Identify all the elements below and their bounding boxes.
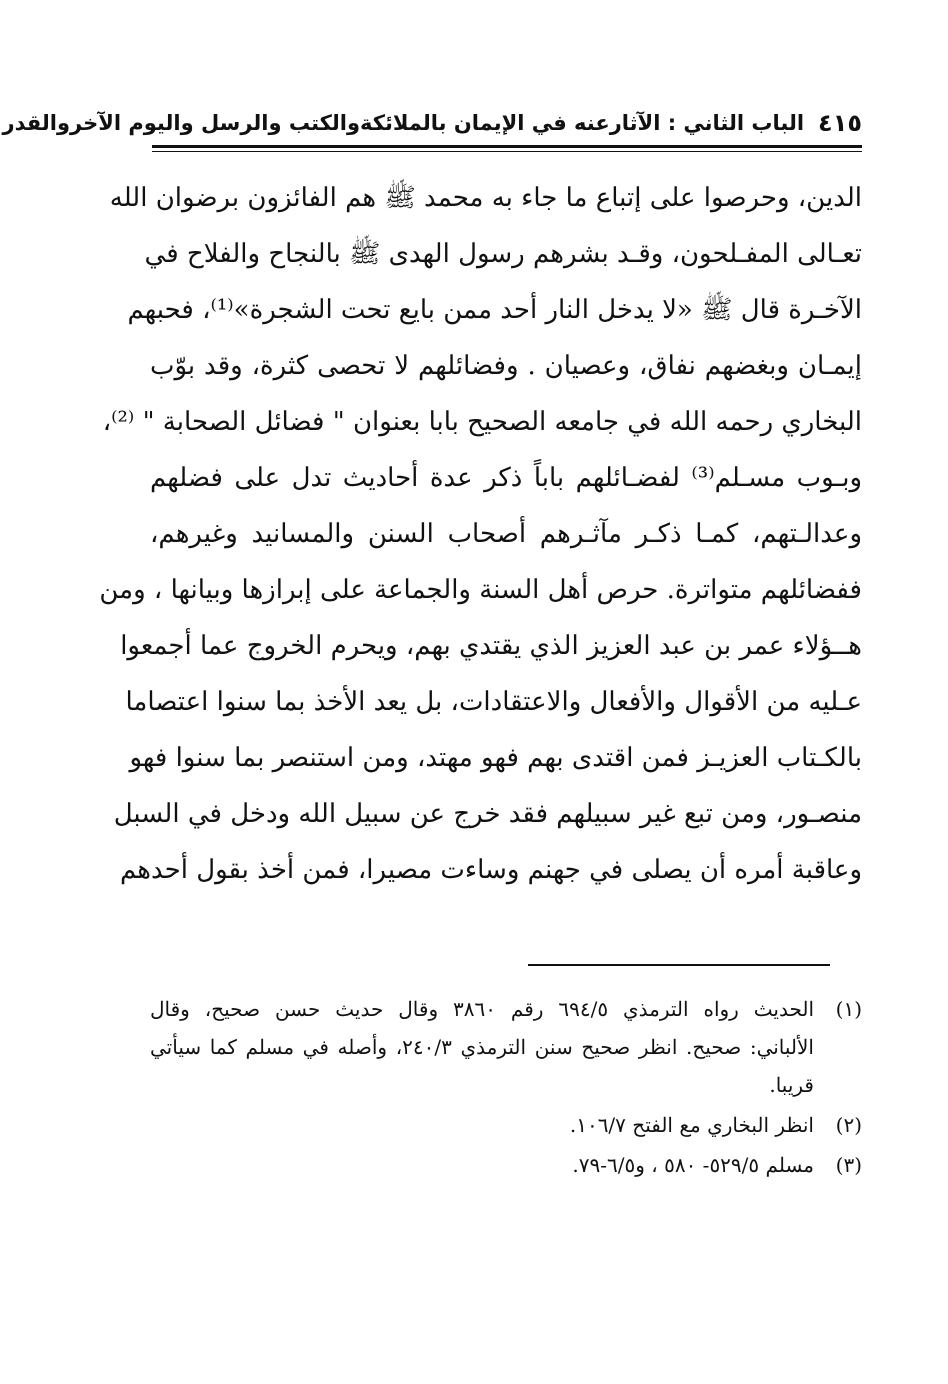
body-line: تعـالى المفـلحون، وقـد بشرهم رسول الهدى ﷺ بالنجاح والفلاح في bbox=[144, 239, 862, 269]
page-number: ٤١٥ bbox=[818, 109, 862, 137]
body-line: وعدالـتهم، كمـا ذكـر مآثـرهم أصحاب السنن والمسانيد وغيرهم، bbox=[150, 519, 862, 549]
header-rule bbox=[152, 145, 862, 148]
footnote-1 bbox=[150, 990, 862, 1104]
header-rule-thin bbox=[152, 151, 862, 152]
footnote-line: مسلم ٥٢٩/٥- ٥٨٠ ، و٦/٥-٧٩. bbox=[572, 1153, 814, 1177]
running-header bbox=[2, 103, 862, 143]
body-line: وبـوب مسـلم⁽³⁾ لفضـائلهم باباً ذكر عدة أحاديث تدل على فضلهم bbox=[150, 463, 862, 493]
footnote-number: (٢) bbox=[835, 1113, 862, 1137]
footnote-number: (١) bbox=[835, 997, 862, 1021]
body-line: وعاقبة أمره أن يصلى في جهنم وساءت مصيرا، فمن أخذ بقول أحدهم bbox=[119, 855, 862, 885]
body-line: البخاري رحمه الله في جامعه الصحيح بابا بعنوان " فضائل الصحابة " ⁽²⁾، bbox=[102, 407, 862, 437]
body-line: عـليه من الأقوال والأفعال والاعتقادات، بل يعد الأخذ بما سنوا اعتصاما bbox=[125, 687, 862, 717]
footnote-number: (٣) bbox=[835, 1153, 862, 1177]
body-line: بالكـتاب العزيـز فمن اقتدى بهم فهو مهتد، ومن استنصر بما سنوا فهو bbox=[129, 743, 862, 773]
body-line: الدين، وحرصوا على إتباع ما جاء به محمد ﷺ هم الفائزون برضوان الله bbox=[109, 183, 862, 213]
body-line: إيمـان وبغضهم نفاق، وعصيان . وفضائلهم لا تحصى كثرة، وقد بوّب bbox=[150, 351, 862, 381]
footnote-line: انظر البخاري مع الفتح ١٠٦/٧. bbox=[569, 1113, 814, 1137]
footnote-3 bbox=[150, 1146, 862, 1184]
footnote-line: الحديث رواه الترمذي ٦٩٤/٥ رقم ٣٨٦٠ وقال حديث حسن صحيح، وقال bbox=[150, 997, 815, 1021]
footnote-2 bbox=[150, 1106, 862, 1144]
body-line: هــؤلاء عمر بن عبد العزيز الذي يقتدي بهم، ويحرم الخروج عما أجمعوا bbox=[120, 631, 862, 661]
body-line: منصـور، ومن تبع غير سبيلهم فقد خرج عن سبيل الله ودخل في السبل bbox=[113, 799, 862, 829]
footnote-line: قريبا. bbox=[769, 1073, 814, 1097]
body-line: ففضائلهم متواترة. حرص أهل السنة والجماعة على إبرازها وبيانها ، ومن bbox=[99, 575, 862, 605]
header-title: الباب الثاني : الآثارعنه في الإيمان بالملائكةوالكتب والرسل واليوم الآخروالقدر bbox=[2, 111, 805, 135]
footnote-separator bbox=[528, 964, 830, 966]
body-text bbox=[99, 170, 862, 898]
body-line: الآخـرة قال ﷺ «لا يدخل النار أحد ممن بايع تحت الشجرة»⁽¹⁾، فحبهم bbox=[127, 295, 862, 325]
footnote-line: الألباني: صحيح. انظر صحيح سنن الترمذي ٢٤٠/٣، وأصله في مسلم كما سيأتي bbox=[150, 1035, 814, 1059]
footnotes bbox=[150, 990, 862, 1186]
